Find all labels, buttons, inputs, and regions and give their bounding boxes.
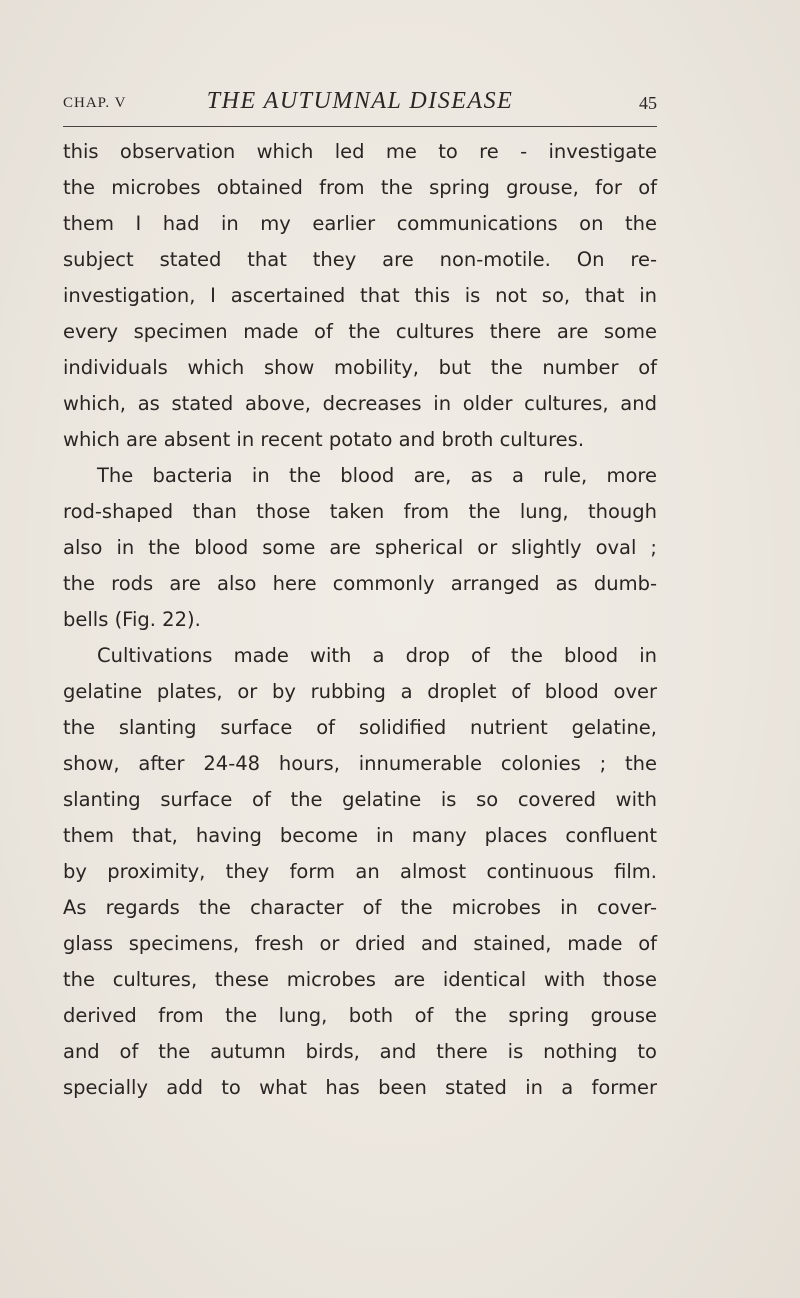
text-line: which are absent in recent potato and broth cultures. bbox=[63, 428, 585, 451]
text-line: the microbes obtained from the spring grouse, for of bbox=[63, 176, 657, 199]
text-line: this observation which led me to re - investigate bbox=[63, 140, 657, 163]
page-number: 45 bbox=[639, 93, 657, 113]
text-line: individuals which show mobility, but the number of bbox=[63, 356, 657, 379]
text-line: Cultivations made with a drop of the blood in bbox=[97, 644, 657, 667]
text-line: slanting surface of the gelatine is so covered with bbox=[63, 788, 657, 811]
text-line: the slanting surface of solidified nutrient gelatine, bbox=[63, 716, 657, 739]
text-line: The bacteria in the blood are, as a rule, more bbox=[97, 464, 657, 487]
text-line: and of the autumn birds, and there is nothing to bbox=[63, 1040, 657, 1063]
text-line: gelatine plates, or by rubbing a droplet of blood over bbox=[63, 680, 657, 703]
text-line: rod-shaped than those taken from the lung, though bbox=[63, 500, 657, 523]
text-line: the cultures, these microbes are identical with those bbox=[63, 968, 657, 991]
text-line: specially add to what has been stated in a former bbox=[63, 1076, 657, 1099]
text-line: them I had in my earlier communications on the bbox=[63, 212, 657, 235]
text-line: them that, having become in many places confluent bbox=[63, 824, 657, 847]
body-text bbox=[63, 134, 657, 1106]
page-header bbox=[63, 88, 657, 120]
running-title: THE AUTUMNAL DISEASE bbox=[206, 88, 514, 114]
text-line: bells (Fig. 22). bbox=[63, 608, 201, 631]
text-line: investigation, I ascertained that this is not so, that in bbox=[63, 284, 657, 307]
text-line: As regards the character of the microbes in cover- bbox=[63, 896, 657, 919]
text-line: derived from the lung, both of the spring grouse bbox=[63, 1004, 657, 1027]
text-line: subject stated that they are non-motile. On re- bbox=[63, 248, 657, 271]
text-line: also in the blood some are spherical or slightly oval ; bbox=[63, 536, 657, 559]
text-line: by proximity, they form an almost continuous film. bbox=[63, 860, 657, 883]
text-line: show, after 24-48 hours, innumerable colonies ; the bbox=[63, 752, 657, 775]
text-line: every specimen made of the cultures there are some bbox=[63, 320, 657, 343]
text-line: glass specimens, fresh or dried and stained, made of bbox=[63, 932, 657, 955]
text-line: which, as stated above, decreases in older cultures, and bbox=[63, 392, 657, 415]
text-line: the rods are also here commonly arranged as dumb- bbox=[63, 572, 657, 595]
chapter-label: CHAP. V bbox=[63, 95, 127, 111]
header-rule bbox=[63, 126, 657, 127]
